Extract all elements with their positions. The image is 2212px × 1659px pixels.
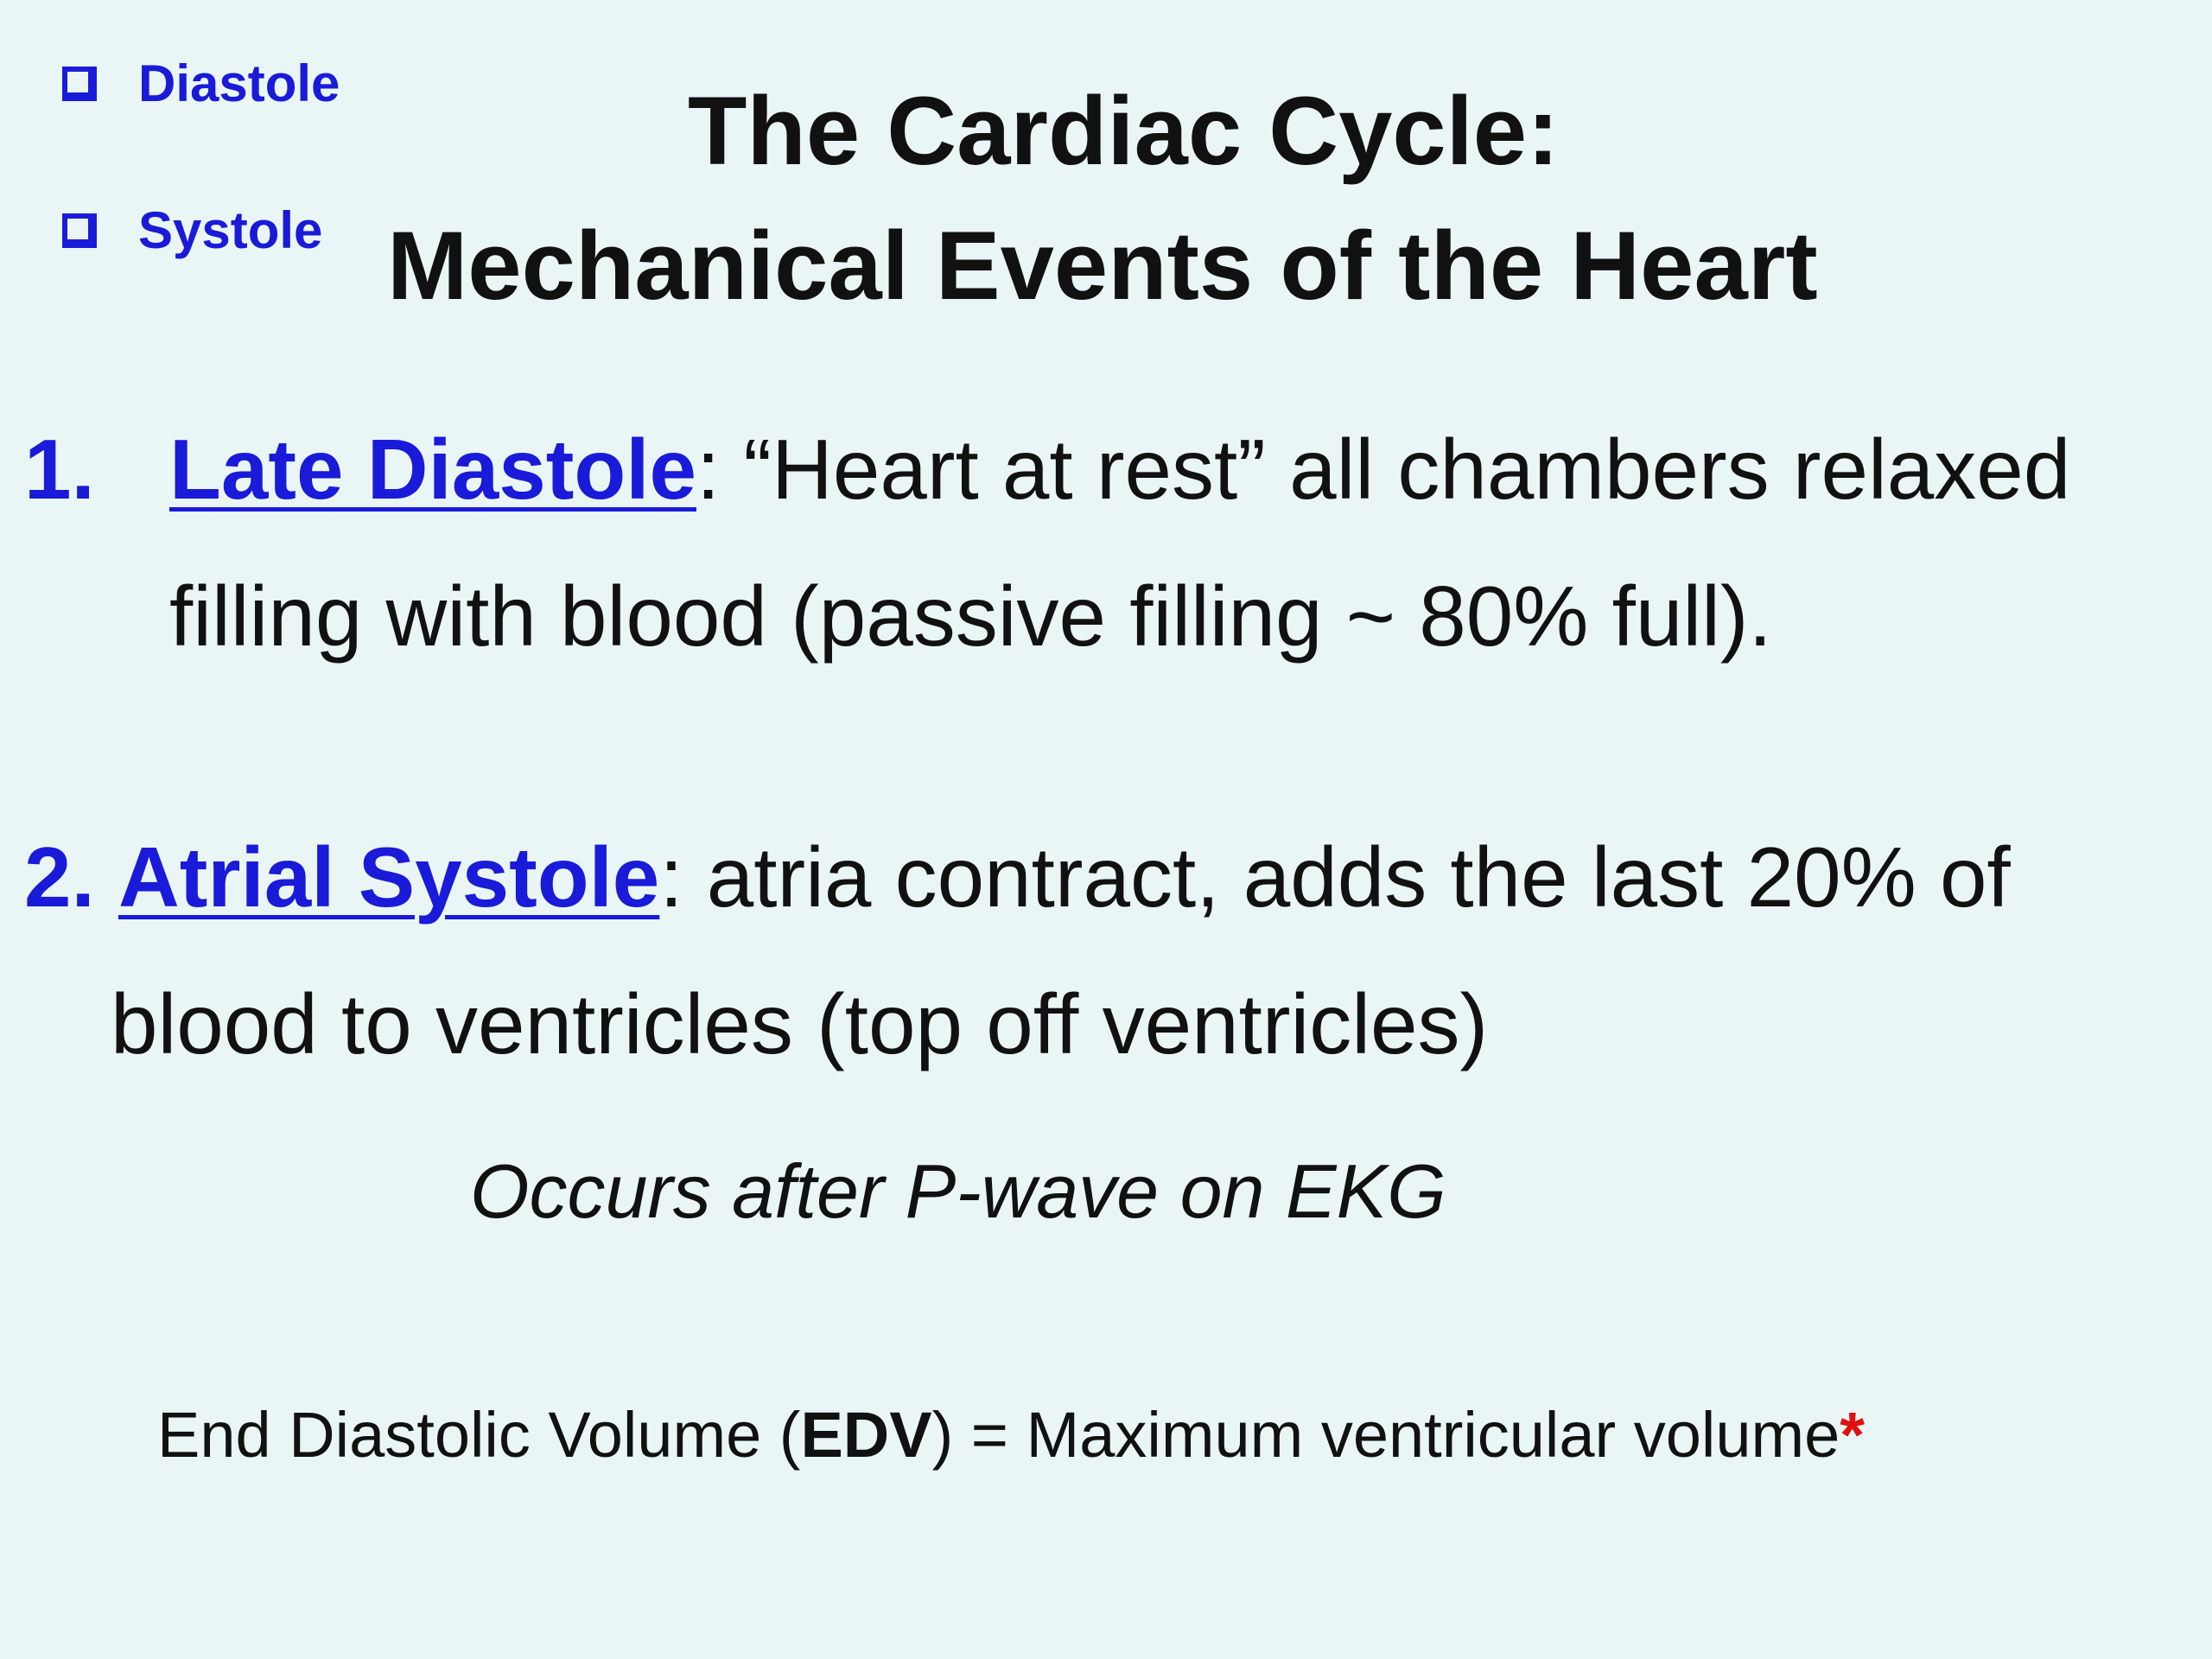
item1-line-1 bbox=[169, 422, 2071, 517]
checklist-item-systole bbox=[62, 200, 322, 260]
edv-abbr: EDV bbox=[800, 1399, 932, 1471]
edv-definition bbox=[157, 1398, 1865, 1471]
item2-text-1: : atria contract, adds the last 20% of bbox=[659, 830, 2011, 925]
item1-line-2: filling with blood (passive filling ~ 80% full). bbox=[169, 569, 1772, 664]
checklist-item-diastole bbox=[62, 54, 340, 113]
checkbox-icon bbox=[62, 67, 97, 101]
checklist-label: Diastole bbox=[138, 54, 340, 112]
item-number: 1. bbox=[24, 422, 95, 517]
asterisk-mark: * bbox=[1840, 1399, 1866, 1471]
checklist-label: Systole bbox=[138, 201, 323, 259]
title-line-1: The Cardiac Cycle: bbox=[688, 77, 1560, 185]
item1-number bbox=[24, 422, 95, 517]
term-late-diastole: Late Diastole bbox=[169, 422, 696, 517]
edv-suffix: ) = Maximum ventricular volume bbox=[931, 1399, 1840, 1471]
item-number: 2. bbox=[24, 830, 95, 925]
checkbox-icon bbox=[62, 213, 97, 248]
item1-text-1: : “Heart at rest” all chambers relaxed bbox=[696, 422, 2071, 517]
term-atrial-systole: Atrial Systole bbox=[118, 830, 660, 925]
ekg-note: Occurs after P-wave on EKG bbox=[470, 1148, 1446, 1234]
item2-line-1 bbox=[24, 830, 2011, 925]
title-line-2: Mechanical Events of the Heart bbox=[387, 212, 1818, 320]
item2-line-2: blood to ventricles (top off ventricles) bbox=[111, 976, 1489, 1071]
edv-prefix: End Diastolic Volume ( bbox=[157, 1399, 801, 1471]
